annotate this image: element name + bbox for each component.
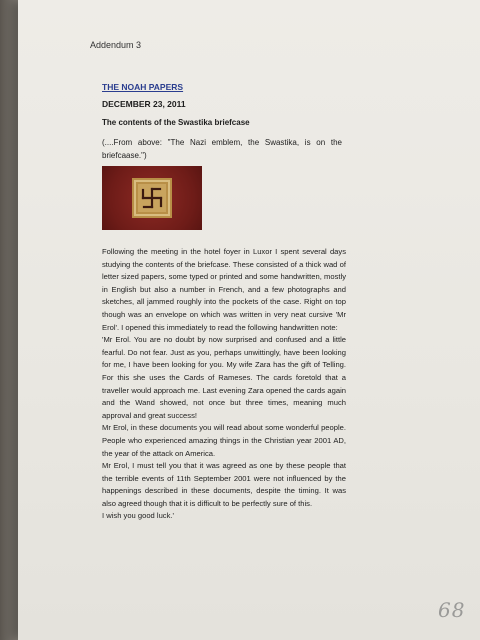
paragraph: Mr Erol, in these documents you will read about some wonderful people. People who experienced amazing things in the Christian year 2001 AD, the year of the attack on America. [102,423,346,458]
paragraph: 'Mr Erol. You are no doubt by now surprised and confused and a little fearful. Do not fear. Just as you, perhaps unwittingly, have been looking for me, I have been looking for you. My wife Zara has the gift of Telling. For this she uses the Cards of Rameses. The cards foretold that a traveller would approach me. Last evening Zara opened the cards again and the Wand showed, not once but three times, meaning much approval and great success! [102,335,346,420]
document-date: DECEMBER 23, 2011 [102,99,186,109]
quote-text: (....From above: "The Nazi emblem, the Swastika, is on the briefcaase.") [102,138,342,160]
paragraph: Mr Erol, I must tell you that it was agreed as one by these people that the terrible events of 11th September 2001 were not influenced by the happenings described in these documents, despite the timing. It was also agreed though that it is difficult to be perfectly sure of this. [102,461,346,508]
body-text [102,246,346,523]
document-title: THE NOAH PAPERS [102,82,184,92]
paragraph: Following the meeting in the hotel foyer in Luxor I spent several days studying the contents of the briefcase. These consisted of a thick wad of letter sized papers, some typed or printed and some handwritten, mostly in English but also a number in French, and a few photographs and sketches, all jammed roughly into the pockets of the case. Right on top though was an envelope on which was written in very neat cursive 'Mr Erol'. I opened this immediately to read the following handwritten note: [102,247,346,332]
handwritten-page-number: 68 [438,598,466,622]
swastika-icon [110,174,194,222]
addendum-label: Addendum 3 [90,40,142,50]
briefcase-emblem-image [102,166,202,230]
document-page [18,0,480,640]
paragraph: I wish you good luck.' [102,511,174,521]
section-subheading: The contents of the Swastika briefcase [102,118,250,127]
